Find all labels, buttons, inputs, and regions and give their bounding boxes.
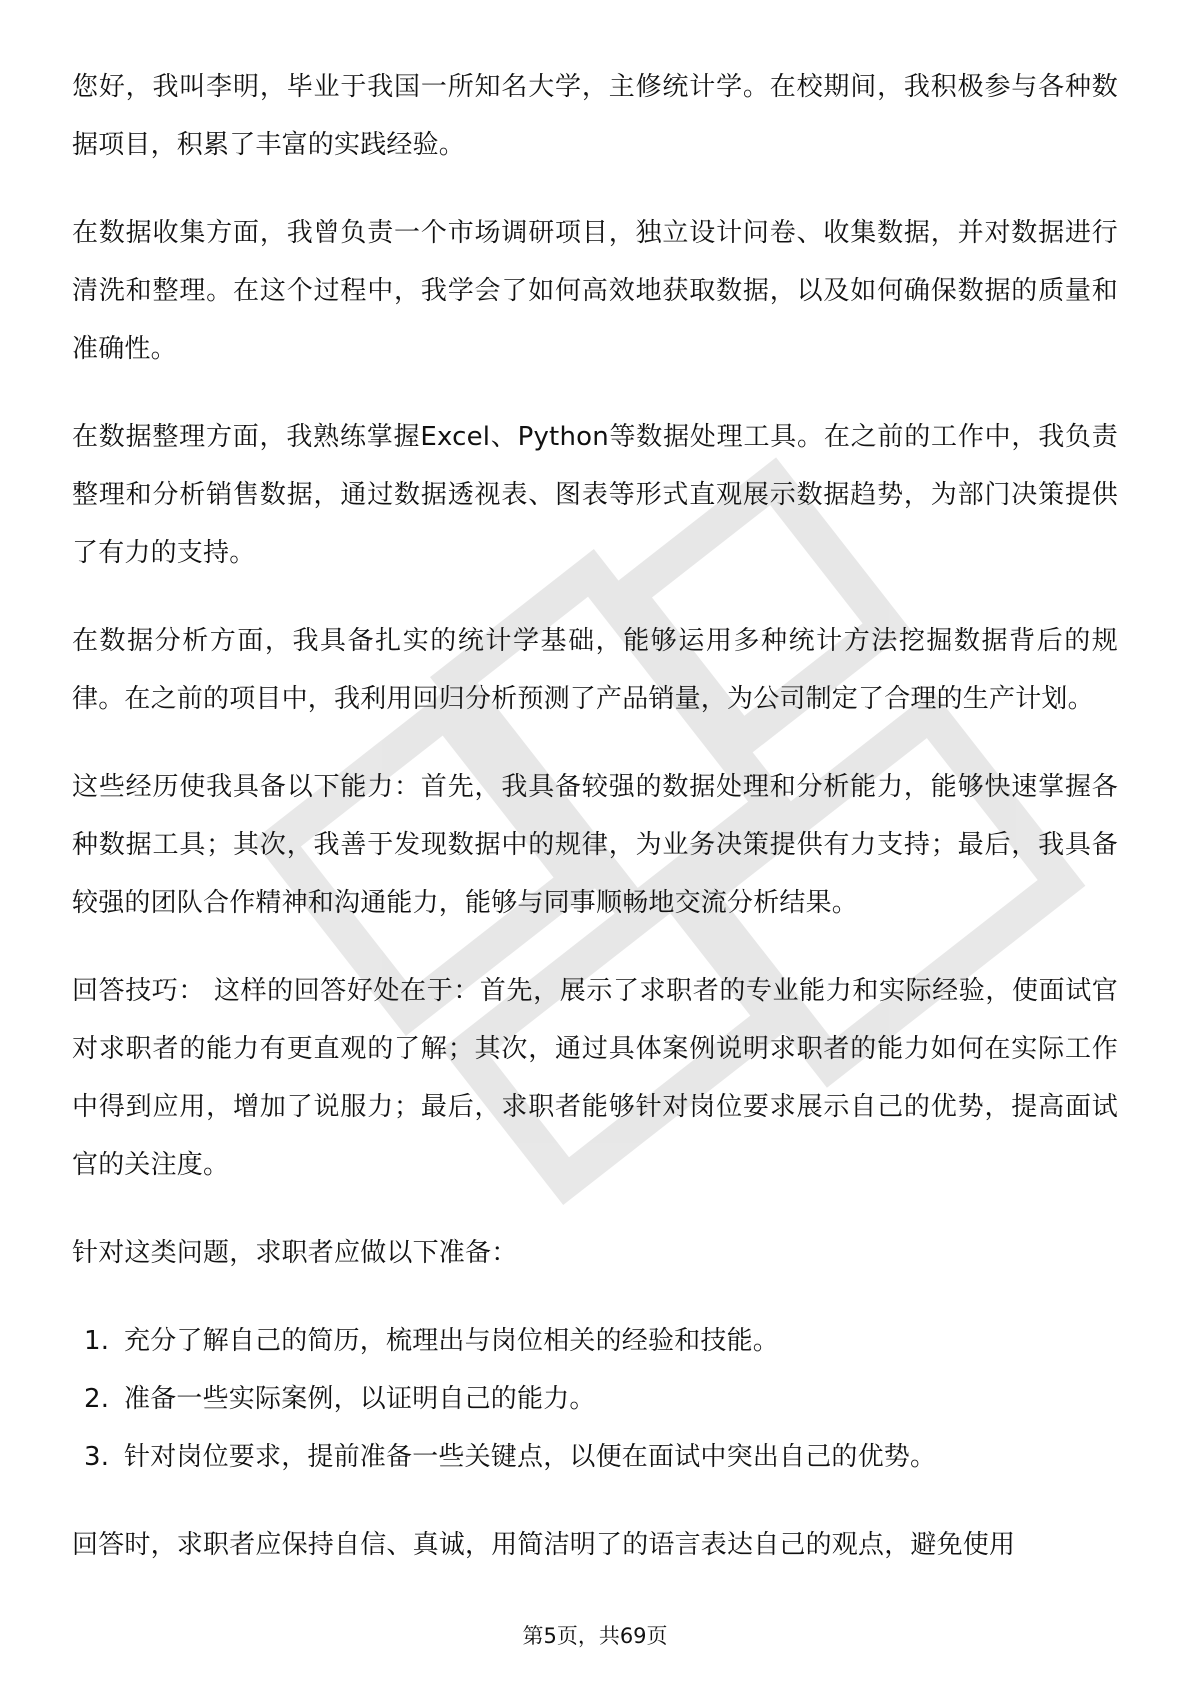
paragraph-answer-tips: 回答技巧： 这样的回答好处在于：首先，展示了求职者的专业能力和实际经验，使面试官对求职者的能力有更直观的了解；其次，通过具体案例说明求职者的能力如何在实际工作中得到应用，增加了说服力；最后，求职者能够针对岗位要求展示自己的优势，提高面试官的关注度。 — [72, 976, 1118, 1180]
paragraph-data-collection: 在数据收集方面，我曾负责一个市场调研项目，独立设计问卷、收集数据，并对数据进行清洗和整理。在这个过程中，我学会了如何高效地获取数据，以及如何确保数据的质量和准确性。 — [72, 218, 1118, 364]
list-item-number: 1. — [84, 1326, 110, 1356]
paragraph-closing: 回答时，求职者应保持自信、真诚，用简洁明了的语言表达自己的观点，避免使用 — [72, 1530, 1016, 1560]
list-item — [72, 1312, 1118, 1370]
list-item-text: 针对岗位要求，提前准备一些关键点，以便在面试中突出自己的优势。 — [124, 1442, 937, 1472]
page-number-footer: 第5页，共69页 — [522, 1624, 668, 1648]
paragraph-preparation-intro: 针对这类问题，求职者应做以下准备： — [72, 1238, 518, 1268]
paragraph-abilities: 这些经历使我具备以下能力：首先，我具备较强的数据处理和分析能力，能够快速掌握各种数据工具；其次，我善于发现数据中的规律，为业务决策提供有力支持；最后，我具备较强的团队合作精神和沟通能力，能够与同事顺畅地交流分析结果。 — [72, 772, 1118, 918]
list-item-number: 2. — [84, 1384, 110, 1414]
paragraph-data-organization: 在数据整理方面，我熟练掌握Excel、Python等数据处理工具。在之前的工作中，我负责整理和分析销售数据，通过数据透视表、图表等形式直观展示数据趋势，为部门决策提供了有力的支持。 — [72, 422, 1118, 568]
list-item-number: 3. — [84, 1442, 110, 1472]
paragraph-data-analysis: 在数据分析方面，我具备扎实的统计学基础，能够运用多种统计方法挖掘数据背后的规律。在之前的项目中，我利用回归分析预测了产品销量，为公司制定了合理的生产计划。 — [72, 626, 1118, 714]
list-item-text: 充分了解自己的简历，梳理出与岗位相关的经验和技能。 — [124, 1326, 780, 1356]
preparation-list — [72, 1312, 1118, 1486]
list-item-text: 准备一些实际案例，以证明自己的能力。 — [124, 1384, 596, 1414]
list-item — [72, 1370, 1118, 1428]
list-item — [72, 1428, 1118, 1486]
document-body — [72, 58, 1118, 1604]
paragraph-intro: 您好，我叫李明，毕业于我国一所知名大学，主修统计学。在校期间，我积极参与各种数据项目，积累了丰富的实践经验。 — [72, 72, 1118, 160]
